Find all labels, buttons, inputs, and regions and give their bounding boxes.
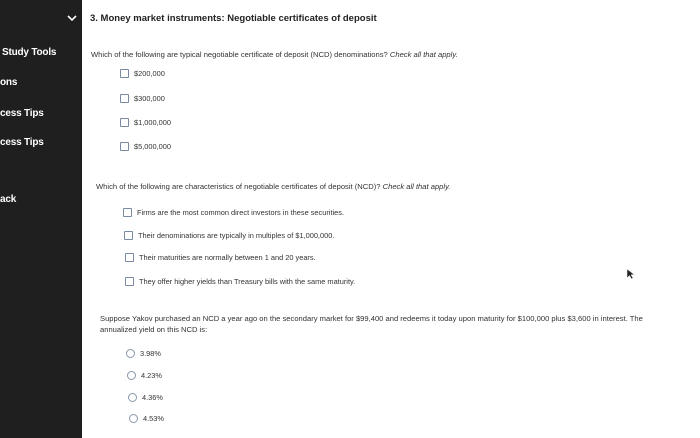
question-2-instruction: Check all that apply.: [382, 182, 451, 191]
q2-option-denominations[interactable]: [124, 231, 334, 240]
q3-option-label: 4.23%: [141, 371, 162, 380]
question-2: [96, 182, 450, 191]
q3-option-label: 3.98%: [140, 349, 161, 358]
checkbox[interactable]: [124, 231, 133, 240]
q3-option-label: 4.36%: [142, 393, 163, 402]
sidebar-item-cess-tips-1[interactable]: cess Tips: [0, 108, 44, 119]
checkbox[interactable]: [120, 142, 129, 151]
checkbox[interactable]: [125, 277, 134, 286]
q2-option-label: Their denominations are typically in multiples of $1,000,000.: [138, 231, 335, 240]
question-1-text: Which of the following are typical negotiable certificate of deposit (NCD) denominations?: [91, 50, 388, 59]
q1-option-label: $1,000,000: [134, 118, 171, 127]
checkbox[interactable]: [125, 253, 134, 262]
q1-option-1000000[interactable]: [120, 118, 171, 127]
q3-option-4-36[interactable]: [128, 393, 163, 402]
q1-option-label: $5,000,000: [134, 142, 171, 151]
checkbox[interactable]: [120, 118, 129, 127]
q2-option-label: Their maturities are normally between 1 and 20 years.: [139, 253, 316, 262]
sidebar-item-back[interactable]: ack: [0, 194, 17, 205]
q2-option-maturities[interactable]: [125, 253, 316, 262]
question-1: [91, 50, 458, 59]
q1-option-300000[interactable]: [120, 94, 165, 103]
checkbox[interactable]: [123, 208, 132, 217]
sidebar-item-ons[interactable]: ons: [0, 77, 18, 88]
sidebar-item-study-tools[interactable]: Study Tools: [2, 47, 57, 58]
main-content: [82, 0, 700, 438]
q1-option-label: $300,000: [134, 94, 165, 103]
q1-option-200000[interactable]: [120, 69, 165, 78]
sidebar-item-cess-tips-2[interactable]: cess Tips: [0, 137, 44, 148]
q3-option-4-53[interactable]: [129, 414, 164, 423]
q2-option-label: Firms are the most common direct investors in these securities.: [137, 208, 345, 217]
q2-option-higher-yields[interactable]: [125, 277, 355, 286]
q3-option-4-23[interactable]: [127, 371, 162, 380]
mouse-cursor-icon: [627, 269, 635, 279]
question-1-instruction: Check all that apply.: [389, 50, 458, 59]
question-2-text: Which of the following are characteristics of negotiable certificates of deposit (NCD)?: [96, 182, 381, 191]
q2-option-label: They offer higher yields than Treasury bills with the same maturity.: [139, 277, 356, 286]
radio-button[interactable]: [128, 393, 137, 402]
q1-option-label: $200,000: [134, 69, 165, 78]
radio-button[interactable]: [129, 414, 138, 423]
checkbox[interactable]: [120, 69, 129, 78]
question-3-text: Suppose Yakov purchased an NCD a year ago on the secondary market for $99,400 and redeems it today upon maturity for $100,000 plus $3,600 in interest. The annualized yield on this NCD is:: [100, 314, 643, 334]
chevron-down-icon[interactable]: [66, 12, 78, 24]
sidebar: [0, 0, 82, 438]
section-title: 3. Money market instruments: Negotiable certificates of deposit: [90, 13, 377, 24]
q1-option-5000000[interactable]: [120, 142, 171, 151]
q3-option-label: 4.53%: [143, 414, 164, 423]
q3-option-3-98[interactable]: [126, 349, 161, 358]
radio-button[interactable]: [126, 349, 135, 358]
radio-button[interactable]: [127, 371, 136, 380]
q2-option-firms[interactable]: [123, 208, 344, 217]
checkbox[interactable]: [120, 94, 129, 103]
